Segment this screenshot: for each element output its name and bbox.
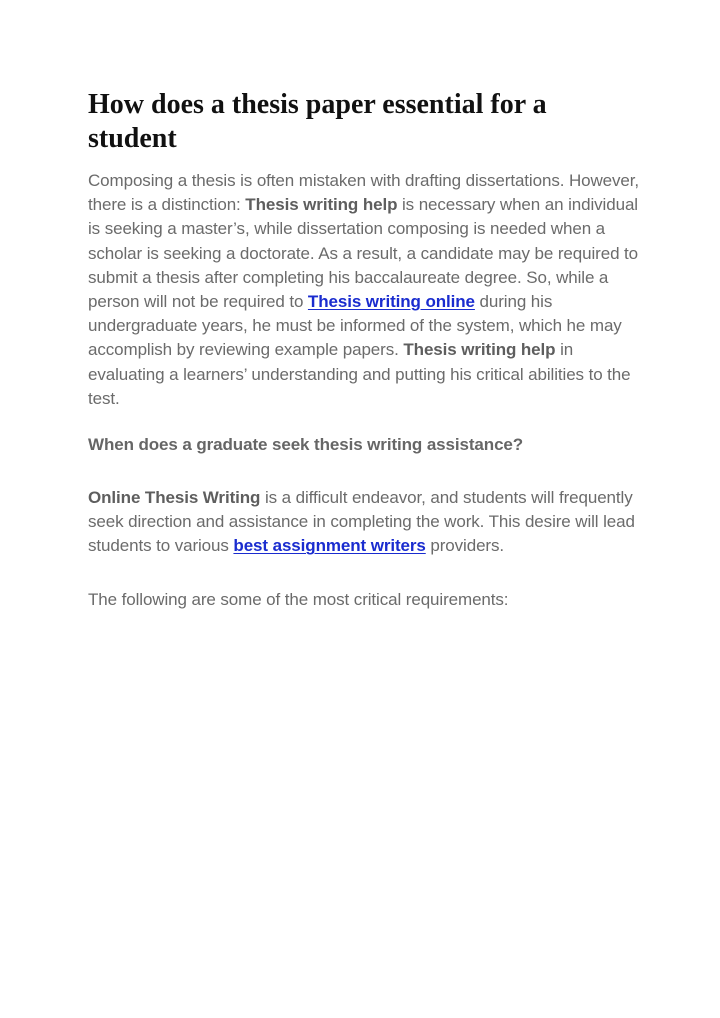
assistance-text-1: is a difficult endeavor, and students will frequently seek direction and assistance in completing the work. This desire will lead students to various <box>88 488 635 556</box>
page-title: How does a thesis paper essential for a student <box>88 89 547 154</box>
intro-text-3: during his undergraduate years, he must be informed of the system, which he may accomplish by reviewing example papers. <box>88 292 622 360</box>
intro-text-2: is necessary when an individual is seeking a master’s, while dissertation composing is needed when a scholar is seeking a doctorate. As a result, a candidate may be required to submit a thesis after completing his baccalaureate degree. So, while a person will not be required to <box>88 195 639 312</box>
requirements-intro-paragraph: The following are some of the most critical requirements: <box>88 589 509 609</box>
best-assignment-writers-link[interactable]: best assignment writers <box>233 536 426 556</box>
thesis-writing-online-link[interactable]: Thesis writing online <box>307 292 475 312</box>
intro-paragraph <box>88 169 648 411</box>
intro-text-4: in evaluating a learners’ understanding and putting his critical abilities to the test. <box>88 340 631 408</box>
assistance-text-2: providers. <box>425 536 505 556</box>
assistance-paragraph <box>88 486 648 559</box>
intro-bold-thesis-writing-help: Thesis writing help <box>245 195 398 215</box>
online-thesis-writing-bold: Online Thesis Writing <box>88 488 261 508</box>
section-subheading: When does a graduate seek thesis writing assistance? <box>88 435 524 455</box>
intro-text-1: Composing a thesis is often mistaken with drafting dissertations. However, there is a distinction: <box>88 171 640 215</box>
intro-bold-thesis-writing-help-2: Thesis writing help <box>403 340 556 360</box>
document-content <box>88 88 648 612</box>
